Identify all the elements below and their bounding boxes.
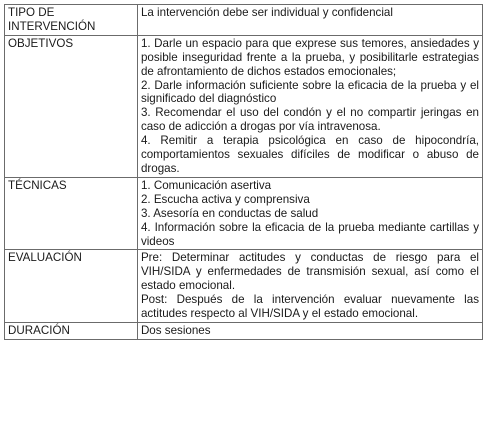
row-paragraph: 1. Comunicación asertiva (140, 178, 272, 192)
row-paragraph: 2. Darle información suficiente sobre la eficacia de la prueba y el significado del diagnóstico (140, 78, 479, 106)
row-paragraph: Dos sesiones (140, 323, 211, 337)
row-label: TÉCNICAS (5, 177, 138, 250)
table-row-evaluacion (5, 250, 483, 323)
row-value (137, 5, 482, 36)
row-paragraph: Pre: Determinar actitudes y conductas de riesgo para el VIH/SIDA y enfermedades de transmisión sexual, así como el estado emocional. (140, 251, 479, 293)
row-label: DURACIÓN (5, 322, 138, 339)
table-row-tecnicas (5, 177, 483, 250)
row-paragraph: La intervención debe ser individual y confidencial (140, 6, 393, 19)
row-label: OBJETIVOS (5, 35, 138, 177)
row-paragraph: 4. Remitir a terapia psicológica en caso de hipocondría, comportamientos sexuales difíciles de modificar o abuso de drogas. (140, 134, 479, 175)
row-paragraph: 3. Asesoría en conductas de salud (140, 206, 319, 220)
table-row-duracion (5, 322, 483, 339)
row-paragraph: Post: Después de la intervención evaluar nuevamente las actitudes respecto al VIH/SIDA y el estado emocional. (140, 293, 479, 321)
row-paragraph: 3. Recomendar el uso del condón y el no compartir jeringas en caso de adicción a drogas por vía intravenosa. (140, 106, 479, 134)
table-row-tipo (5, 5, 483, 36)
row-value (137, 35, 482, 177)
row-value (137, 250, 482, 323)
row-label: TIPO DE INTERVENCIÓN (5, 5, 138, 36)
row-paragraph: 4. Información sobre la eficacia de la prueba mediante cartillas y videos (140, 220, 479, 248)
row-paragraph: 1. Darle un espacio para que exprese sus temores, ansiedades y posible inseguridad frente a la prueba, y posibilitarle estrategias de afrontamiento de dichos estados emocionales; (140, 36, 479, 78)
row-paragraph: 2. Escucha activa y comprensiva (140, 192, 310, 206)
row-value (137, 177, 482, 250)
intervention-table (4, 4, 483, 340)
row-value (137, 322, 482, 339)
table-row-objetivos (5, 35, 483, 177)
row-label: EVALUACIÓN (5, 250, 138, 323)
